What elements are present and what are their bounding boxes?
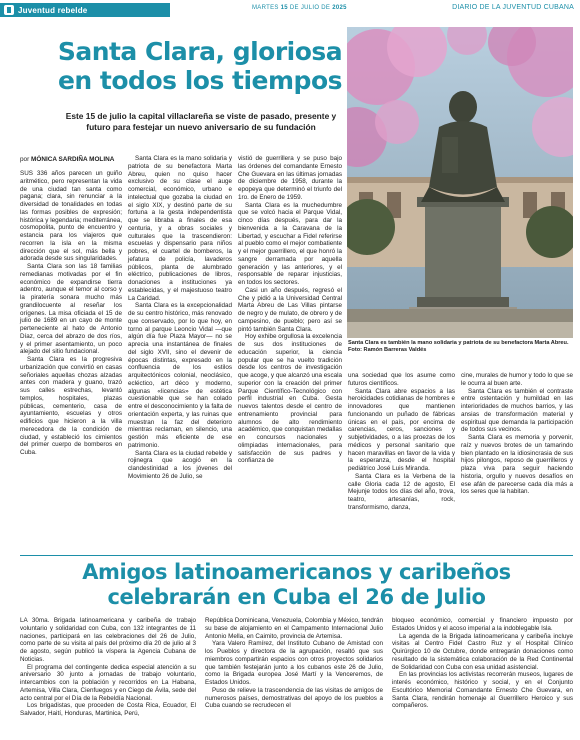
article2-column-1 xyxy=(20,617,196,718)
paragraph: Casi un año después, regresó el Che y pidió a la Universidad Central Marta Abreu de Las Villas pintarse de negro y de mulato, de obrero y de campesino, de pueblo; pero así se pintó también Santa Clara. xyxy=(238,286,342,333)
paragraph: Los brigadistas, que proceden de Costa Rica, Ecuador, El Salvador, Haití, Honduras, Martinica, Perú, xyxy=(20,702,196,717)
paragraph: Santa Clara es la ciudad rebelde y rojinegra que acogió en la clandestinidad a los jóvenes del Movimiento 26 de Julio, se xyxy=(128,449,232,480)
paragraph: Santa Clara es memoria y porvenir, raíz y nuevos brotes de un tamarindo bien plantado en la idiosincrasia de sus hijos pilongos, reposo de guerrilleros y plaza viva para seguir haciendo historia, orgullo y nuevos desafíos en ese afán de parecerse cada día más a los seres que la habitan. xyxy=(461,434,573,496)
section-divider xyxy=(20,555,573,556)
article-column-2 xyxy=(128,155,232,481)
statue-photo-illustration xyxy=(347,27,573,338)
paragraph: Santa Clara es la progresiva urbanización que convirtió en casas señoriales aquellas chozas alzadas antes con madera y guano, trazó sus calles estrechas, levantó templos, hospitales, plazas públicas, cementerio, casa de ayuntamiento, escuelas y otros edificios que hicieron a la villa merecedora de la condición de ciudad, y estableció los cimientos del primer cuerpo de bomberos en Cuba. xyxy=(20,356,122,456)
article-column-3 xyxy=(238,155,342,465)
article2-column-2 xyxy=(205,617,383,710)
paragraph: Santa Clara es también el contraste entre ostentación y humildad en las interioridades de muchos barrios, y las ansias de transformación material y espiritual que demanda la participación de todos sus vecinos. xyxy=(461,387,573,434)
paragraph: Santa Clara es la mano solidaria y patriota de su benefactora Marta Abreu, quien no quiso hacer exclusivo de su clase el auge comercial, económico, urbano e intelectual que gozaba la ciudad en el siglo XIX, y destinó parte de su fortuna a la gesta independentista que se libraba a finales de esa centuria, y a obras sociales y culturales que la trascendieron: escuelas y dispensario para niños pobres, el cuartel de bomberos, la jefatura de policía, lavaderos públicos, planta de alumbrado eléctrico, publicaciones de libros, donaciones a instituciones ya establecidas, y el majestuoso teatro La Caridad. xyxy=(128,155,232,302)
newspaper-logo-icon xyxy=(4,5,14,15)
date-weekday: MARTES xyxy=(252,5,279,11)
date-year: 2025 xyxy=(332,5,347,11)
date-day: 15 xyxy=(280,5,288,11)
date-month: DE JULIO DE xyxy=(289,5,331,11)
paragraph: una sociedad que los asume como futuros científicos. xyxy=(348,372,455,387)
paragraph: Santa Clara es la Verbena de la calle Gloria cada 12 de agosto, El Mejunje todos los días del año, trova, teatro, artesanías, rock, transformismo, danza, xyxy=(348,472,455,511)
newspaper-tagline: DIARIO DE LA JUVENTUD CUBANA xyxy=(452,4,574,11)
byline-author: MÓNICA SARDIÑA MOLINA xyxy=(31,156,115,163)
page-header xyxy=(0,0,580,18)
paragraph: Santa Clara abre espacios a las heroicidades cotidianas de hombres e innovadores que mantienen funcionando un puñado de fábricas únicas en el país, por encima de carencias, ceros, sanciones y subjetividades, o a las proezas de los médicos y personal sanitario que hacen maravillas en favor de la vida y la esperanza, desde el hospital pediátrico José Luis Miranda. xyxy=(348,387,455,472)
paragraph: LA 30ma. Brigada latinoamericana y caribeña de trabajo voluntario y solidaridad con Cuba, con 132 integrantes de 11 naciones, participará en las celebraciones del 26 de Julio, como parte de su visita al país del próximo día 20 de julio al 3 de agosto, según publicó la víspera la Agencia Cubana de Noticias. xyxy=(20,617,196,663)
paragraph: cine, murales de humor y todo lo que se le ocurra al buen arte. xyxy=(461,372,574,387)
paragraph: Puso de relieve la trascendencia de las visitas de amigos de numerosos países, demostrativas del apoyo de los pueblos a Cuba cuando se recrudecen el xyxy=(205,686,383,710)
paragraph: República Dominicana, Venezuela, Colombia y México, tendrán su base de alojamiento en el Campamento Internacional Julio Antonio Mella, en Caimito, provincia de Artemisa. xyxy=(205,617,383,640)
paragraph: Hoy exhibe orgullosa la excelencia de sus dos instituciones de educación superior, la ciencia popular que se ha vuelto tradición desde los centros de investigación que acoge, y que alcanzó una escala superior con la creación del primer Parque Científico-Tecnológico con perfil industrial en Cuba. Gesta nuevos talentos desde el centro de entrenamiento provincial para alumnos de alto rendimiento académico, que conquistan medallas en concursos nacionales y olimpiadas internacionales, para satisfacción de sus padres y confianza de xyxy=(238,333,342,465)
byline xyxy=(20,156,114,163)
article-subhead: Este 15 de julio la capital villaclareña se viste de pasado, presente y futuro para festejar un nuevo aniversario de su fundación xyxy=(65,111,337,132)
paragraph: Santa Clara es la excepcionalidad de su centro histórico, más renovado que conservado, por lo que hoy, en torno al parque Leoncio Vidal —que algún día fue Plaza Mayor— no se aprecia una instantánea de finales del siglo XVII, sino el devenir de épocas distintas, expresado en la confluencia de los estilos arquitectónicos colonial, neoclásico, ecléctico, art déco y moderno, algunas «licencias» de estética cuestionable que se han colado entre el desconocimiento y la falta de orientación experta, y las ruinas que muestran la faz del deterioro mientras reclaman, en silencio, una gestión más eficiente de ese patrimonio. xyxy=(128,302,232,449)
paragraph: Santa Clara son las 18 familias remedianas motivadas por el fin económico de expandirse tierra adentro, aunque el temor al corso y la piratería sonara mucho más grandilocuente al reseñar los orígenes. La misa oficiada el 15 de julio de 1689 en un cayo de monte perteneciente al hato de Antonio Díaz, cerca del abrazo de dos ríos, y el primer asentamiento, un poco alejado del sitio fundacional. xyxy=(20,263,122,356)
paragraph: La agenda de la Brigada latinoamericana y caribeña incluye visitas al Centro Fidel Castro Ruz y el Hospital Clínico Quirúrgico 10 de Octubre, donde entregarán donaciones como resultado de la sistemática colaboración de la Red Continental de Solidaridad con Cuba con esa unidad asistencial. xyxy=(392,632,573,671)
article-column-4 xyxy=(348,372,455,512)
photo-caption: Santa Clara es también la mano solidaria y patriota de su benefactora Marta Abreu. Foto: Ramón Barreras Valdés xyxy=(348,340,569,353)
article-column-5 xyxy=(461,372,573,496)
article-column-1 xyxy=(20,170,122,457)
brand-band xyxy=(0,3,170,17)
paragraph: Yara Valero Ramírez, del Instituto Cubano de Amistad con los Pueblos y directora de la agrupación, resaltó que sus miembros compartirán espacios con otros proyectos solidarios que también festejarán junto a los cubanos este 26 de Julio, como la Brigada europea José Martí y la Venceremos, de Estados Unidos. xyxy=(205,640,383,686)
paragraph: Santa Clara es la muchedumbre que se volcó hacia el Parque Vidal, cinco días después, para dar la bienvenida a la Caravana de la Libertad, y escuchar a Fidel referirse al pueblo como el mejor combatiente y el mejor guerrillero, el que honró la sangre derramada por aquella generación y las anteriores, y el responsable de reparar injusticias, en todos los sectores. xyxy=(238,201,342,286)
article2-column-3 xyxy=(392,617,573,710)
paragraph: bloqueo económico, comercial y financiero impuesto por Estados Unidos y el acoso imperial a la indoblegable Isla. xyxy=(392,617,573,632)
article2-title: Amigos latinoamericanos y caribeños celebrarán en Cuba el 26 de Julio xyxy=(82,560,511,609)
paragraph: vistió de guerrillera y se puso bajo las órdenes del comandante Ernesto Che Guevara en las últimas jornadas de diciembre de 1958, durante la epopeya que determinó el triunfo del 1ro. de Enero de 1959. xyxy=(238,155,342,201)
byline-prefix: por xyxy=(20,156,30,163)
statue-photo xyxy=(347,27,573,338)
article-title: Santa Clara, gloriosa en todos los tiempos xyxy=(57,37,343,95)
paragraph: El programa del contingente dedica especial atención a su aniversario 30 junto a jornadas de trabajo voluntario, intercambios con la población y recorridos en La Habana, Artemisa, Villa Clara, Cienfuegos y en Ciego de Ávila, sede del acto central por el Día de la Rebeldía Nacional. xyxy=(20,663,196,702)
brand-name: Juventud rebelde xyxy=(18,5,88,15)
issue-date xyxy=(252,5,347,11)
paragraph: En las provincias los activistas recorrerán museos, lugares de interés económico, histórico y social, y en el Conjunto Escultórico Memorial Comandante Ernesto Che Guevara, en Santa Clara, rendirán homenaje al Guerrillero Heroico y sus compañeros. xyxy=(392,671,573,710)
paragraph: SUS 336 años parecen un guiño aritmético, pero representan la vida de una ciudad tan santa como pagana; clara, sin renunciar a la diversidad de tonalidades en todas las formas posibles de expresión; histórica y legendaria; mediterránea, cosmopolita, punto de encuentro y estancia para los viajeros que recorren la isla en la misma dirección que el sol, más bella y adorada desde sus singularidades. xyxy=(20,170,122,263)
